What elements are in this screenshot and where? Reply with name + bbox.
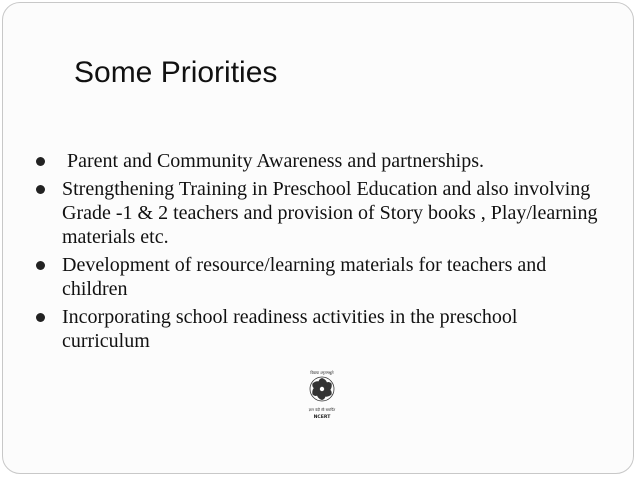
bullet-item bbox=[35, 253, 610, 301]
slide-title: Some Priorities bbox=[74, 56, 278, 89]
emblem-top-text: विद्यया ऽमृतमश्नुते bbox=[310, 370, 334, 375]
bullet-item bbox=[35, 305, 610, 353]
ncert-logo-icon bbox=[303, 367, 341, 423]
bullet-item bbox=[35, 177, 610, 249]
slide bbox=[2, 2, 634, 474]
bullet-dot-icon bbox=[36, 313, 45, 322]
bullet-text: Parent and Community Awareness and partnerships. bbox=[67, 150, 484, 172]
bullet-text: Strengthening Training in Preschool Education and also involving Grade -1 & 2 teachers and provision of Story books , Play/learning materials etc. bbox=[62, 178, 598, 248]
emblem-bottom-text: ज्ञान वंदी सी समर्पित bbox=[308, 408, 336, 412]
emblem-swirl bbox=[310, 377, 334, 401]
bullet-dot-icon bbox=[36, 157, 45, 166]
bullet-text: Incorporating school readiness activities in the preschool curriculum bbox=[62, 306, 518, 352]
bullet-dot-icon bbox=[36, 261, 45, 270]
bullet-dot-icon bbox=[36, 185, 45, 194]
bullet-item bbox=[35, 149, 610, 173]
emblem-org-text: NCERT bbox=[313, 415, 331, 420]
bullet-text: Development of resource/learning materials for teachers and children bbox=[62, 254, 547, 300]
bullet-list bbox=[35, 149, 610, 357]
